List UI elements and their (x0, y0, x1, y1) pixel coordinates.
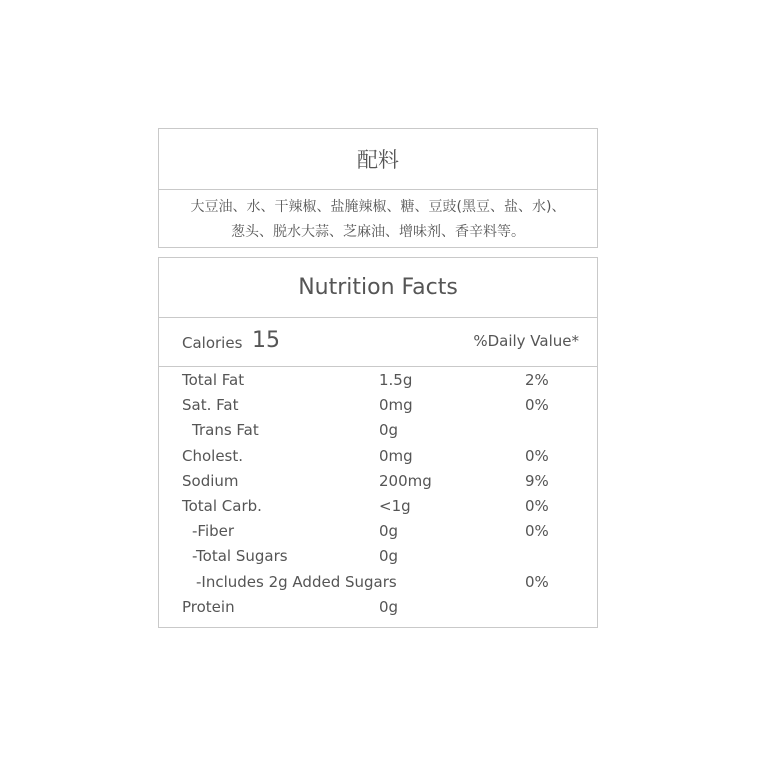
nutrient-name: Sat. Fat (182, 396, 239, 415)
nutrient-row-cholesterol (159, 447, 597, 472)
nutrient-daily-value: 0% (525, 522, 549, 541)
nutrient-amount: 200mg (379, 471, 432, 490)
nutrient-daily-value: 2% (525, 371, 549, 389)
nutrient-row-total-fat (159, 371, 597, 396)
nutrient-name: Total Carb. (182, 496, 262, 515)
ingredients-title: 配料 (159, 129, 597, 190)
nutrient-amount: 0g (379, 547, 399, 566)
nutrient-row-total-sugars (159, 547, 597, 572)
nutrient-daily-value: 0% (525, 446, 549, 465)
ingredients-line-2: 葱头、脱水大蒜、芝麻油、增味剂、香辛料等。 (231, 224, 525, 240)
nutrient-name: -Total Sugars (192, 547, 288, 566)
ingredients-line-1: 大豆油、水、干辣椒、盐腌辣椒、糖、豆豉(黑豆、盐、水)、 (190, 199, 566, 215)
nutrient-name: Trans Fat (192, 421, 259, 440)
nutrient-daily-value: 0% (525, 396, 549, 415)
nutrient-amount: 0mg (379, 396, 413, 415)
nutrient-row-fiber (159, 522, 597, 547)
nutrient-amount: <1g (379, 496, 411, 515)
nutrient-daily-value: 0% (525, 496, 549, 515)
nutrient-row-total-carb (159, 497, 597, 522)
nutrition-facts-panel (158, 257, 598, 628)
nutrient-daily-value: 0% (525, 572, 549, 591)
nutrient-daily-value: 9% (525, 471, 549, 490)
nutrient-table (159, 371, 597, 623)
ingredients-panel (158, 128, 598, 248)
nutrient-row-added-sugars (159, 573, 597, 598)
calories-row (159, 318, 597, 367)
calories-label: Calories (182, 334, 243, 352)
nutrient-amount: 0g (379, 522, 399, 541)
nutrient-amount: 0mg (379, 446, 413, 465)
ingredients-list (159, 190, 597, 245)
nutrient-row-protein (159, 598, 597, 623)
nutrient-name: -Includes 2g Added Sugars (196, 572, 397, 591)
nutrient-row-trans-fat (159, 421, 597, 446)
nutrition-title: Nutrition Facts (159, 258, 597, 318)
nutrient-name: Cholest. (182, 446, 244, 465)
nutrient-name: Protein (182, 597, 235, 616)
nutrient-name: Total Fat (182, 371, 245, 389)
nutrient-name: -Fiber (192, 522, 235, 541)
daily-value-label: %Daily Value* (473, 332, 579, 350)
nutrient-amount: 0g (379, 421, 399, 440)
nutrient-amount: 0g (379, 597, 399, 616)
nutrient-name: Sodium (182, 471, 239, 490)
calories-value: 15 (252, 328, 280, 353)
nutrient-row-sodium (159, 472, 597, 497)
nutrient-amount: 1.5g (379, 371, 413, 389)
nutrient-row-sat-fat (159, 396, 597, 421)
